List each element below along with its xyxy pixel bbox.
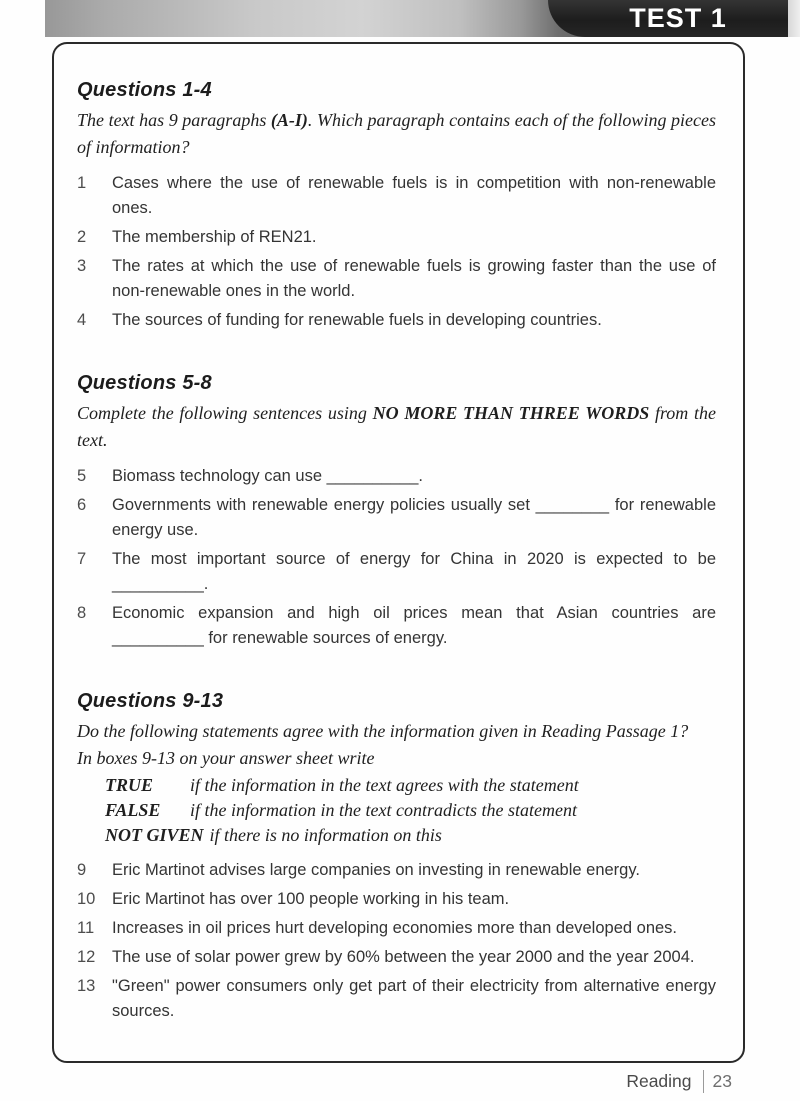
question-item xyxy=(77,601,716,651)
section-instructions xyxy=(77,107,716,161)
instruction-text-post: . Which paragraph contains each of the following pieces of information? xyxy=(77,110,716,157)
question-text: Increases in oil prices hurt developing economies more than developed ones. xyxy=(112,919,678,937)
section-heading: Questions 1-4 xyxy=(77,79,212,101)
option-description: if there is no information on this xyxy=(209,825,442,845)
option-description: if the information in the text agrees with the statement xyxy=(190,775,579,795)
question-item xyxy=(77,464,716,489)
question-number: 5 xyxy=(77,467,87,485)
question-text: Eric Martinot has over 100 people working in his team. xyxy=(112,890,510,908)
section-heading: Questions 5-8 xyxy=(77,372,212,394)
instruction-emphasis: NO MORE THAN THREE WORDS xyxy=(372,403,650,423)
instruction-text-pre: Complete the following sentences using xyxy=(77,403,373,423)
question-item xyxy=(77,974,716,1024)
question-item xyxy=(77,887,716,912)
question-list xyxy=(77,171,716,333)
section-questions-5-8 xyxy=(77,371,716,651)
question-number: 7 xyxy=(77,550,87,568)
question-number: 8 xyxy=(77,604,87,622)
test-title: TEST 1 xyxy=(629,3,727,33)
answer-options xyxy=(105,773,716,848)
question-number: 2 xyxy=(77,228,87,246)
answer-option-true xyxy=(105,773,716,798)
question-number: 10 xyxy=(77,890,96,908)
question-number: 9 xyxy=(77,861,87,879)
instruction-text-pre: The text has 9 paragraphs xyxy=(77,110,271,130)
section-questions-9-13 xyxy=(77,689,716,1024)
question-number: 12 xyxy=(77,948,96,966)
option-description: if the information in the text contradicts the statement xyxy=(190,800,577,820)
section-instructions xyxy=(77,718,716,745)
section-instructions xyxy=(77,400,716,454)
question-number: 6 xyxy=(77,496,87,514)
section-heading: Questions 9-13 xyxy=(77,690,224,712)
footer-divider xyxy=(703,1070,704,1093)
question-number: 3 xyxy=(77,257,87,275)
answer-sheet-line: In boxes 9-13 on your answer sheet write xyxy=(77,748,375,768)
header-bar xyxy=(45,0,800,37)
question-item xyxy=(77,171,716,221)
question-text: Eric Martinot advises large companies on investing in renewable energy. xyxy=(112,861,640,879)
answer-option-false xyxy=(105,798,716,823)
question-list xyxy=(77,858,716,1024)
question-item xyxy=(77,916,716,941)
question-item xyxy=(77,254,716,304)
option-label: NOT GIVEN xyxy=(105,825,204,845)
question-item xyxy=(77,493,716,543)
test-badge xyxy=(548,0,788,37)
question-text: Cases where the use of renewable fuels is in competition with non-renewable ones. xyxy=(112,174,716,217)
instruction-emphasis: (A-I) xyxy=(270,110,308,130)
question-number: 4 xyxy=(77,311,87,329)
question-item xyxy=(77,225,716,250)
option-label: TRUE xyxy=(105,775,154,795)
question-text: The rates at which the use of renewable fuels is growing faster than the use of non-renewable ones in the world. xyxy=(112,257,716,300)
question-number: 13 xyxy=(77,977,96,995)
question-text: The use of solar power grew by 60% between the year 2000 and the year 2004. xyxy=(112,948,695,966)
footer-section-label: Reading xyxy=(626,1071,692,1091)
question-text: The sources of funding for renewable fuels in developing countries. xyxy=(112,311,602,329)
question-text: Biomass technology can use __________. xyxy=(112,467,423,485)
question-text: The membership of REN21. xyxy=(112,228,317,246)
question-text: The most important source of energy for China in 2020 is expected to be __________. xyxy=(112,550,716,593)
option-label: FALSE xyxy=(105,800,161,820)
question-number: 11 xyxy=(77,919,95,937)
question-text: Governments with renewable energy policies usually set ________ for renewable energy use. xyxy=(112,496,716,539)
answer-option-not-given xyxy=(105,823,716,848)
question-item xyxy=(77,858,716,883)
question-paper-box xyxy=(52,42,745,1063)
question-list xyxy=(77,464,716,651)
question-text: Economic expansion and high oil prices mean that Asian countries are __________ for renewable sources of energy. xyxy=(112,604,716,647)
footer-page-number: 23 xyxy=(712,1071,732,1091)
instruction-text-post: from the text. xyxy=(77,403,716,450)
question-item xyxy=(77,547,716,597)
instruction-text-pre: Do the following statements agree with the information given in Reading Passage 1? xyxy=(77,721,689,741)
page-footer xyxy=(626,1070,732,1093)
question-number: 1 xyxy=(77,174,87,192)
question-text: "Green" power consumers only get part of their electricity from alternative energy sources. xyxy=(112,977,716,1020)
section-questions-1-4 xyxy=(77,78,716,333)
question-item xyxy=(77,945,716,970)
question-item xyxy=(77,308,716,333)
